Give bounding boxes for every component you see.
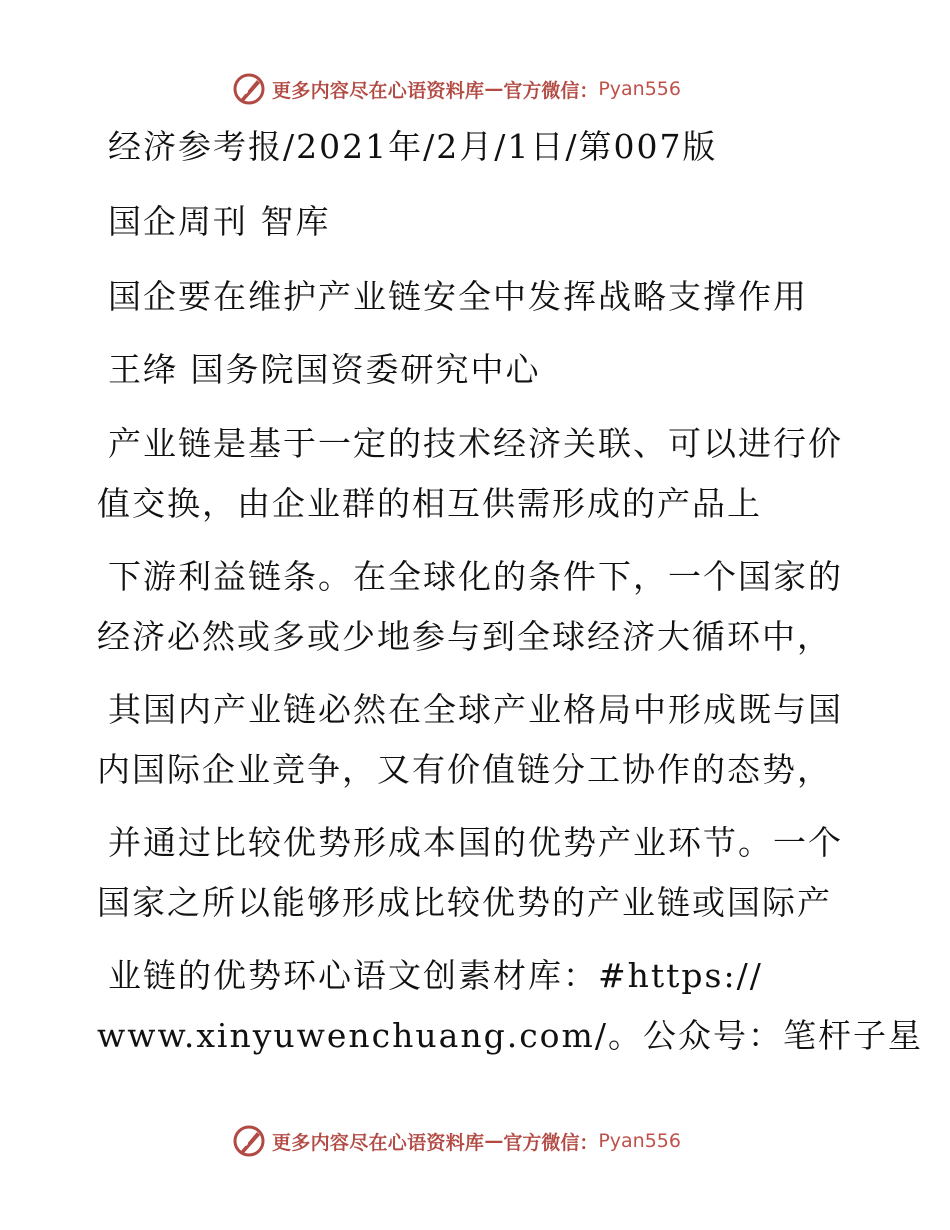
- watermark-dash: —: [484, 1130, 504, 1152]
- paragraph-line: 国家之所以能够形成比较优势的产业链或国际产: [97, 883, 832, 922]
- watermark-label: 官方微信：: [503, 79, 599, 102]
- watermark-wechat-id: Pyan556: [598, 1130, 681, 1152]
- paragraph-line: 值交换，由企业群的相互供需形成的产品上: [97, 484, 762, 523]
- pen-logo-icon: [232, 1124, 266, 1158]
- paragraph-line: 经济必然或多或少地参与到全球经济大循环中，: [97, 617, 832, 656]
- watermark-wechat-id: Pyan556: [598, 78, 681, 100]
- paragraph-line: 其国内产业链必然在全球产业格局中形成既与国: [108, 690, 843, 729]
- paragraph-line: 产业链是基于一定的技术经济关联、可以进行价: [108, 424, 843, 463]
- paragraph-line: 业链的优势环心语文创素材库：#https://: [108, 956, 763, 995]
- watermark-label: 官方微信：: [503, 1131, 599, 1154]
- watermark-dash: —: [484, 78, 504, 100]
- header-watermark: [232, 72, 712, 106]
- author-line: 王绛 国务院国资委研究中心: [108, 350, 541, 389]
- source-line: 经济参考报/2021年/2月/1日/第007版: [108, 127, 718, 166]
- paragraph-line: 下游利益链条。在全球化的条件下，一个国家的: [108, 557, 843, 596]
- paragraph-line: 内国际企业竞争，又有价值链分工协作的态势，: [97, 750, 832, 789]
- paragraph-line: www.xinyuwenchuang.com/。公众号：笔杆子星: [97, 1016, 923, 1055]
- paragraph-line: 并通过比较优势形成本国的优势产业环节。一个: [108, 823, 843, 862]
- watermark-text: 更多内容尽在心语资料库: [272, 1131, 485, 1154]
- pen-logo-icon: [232, 72, 266, 106]
- column-line: 国企周刊 智库: [108, 202, 331, 241]
- footer-watermark: [232, 1124, 712, 1158]
- article-title: 国企要在维护产业链安全中发挥战略支撑作用: [108, 277, 808, 316]
- watermark-text: 更多内容尽在心语资料库: [272, 79, 485, 102]
